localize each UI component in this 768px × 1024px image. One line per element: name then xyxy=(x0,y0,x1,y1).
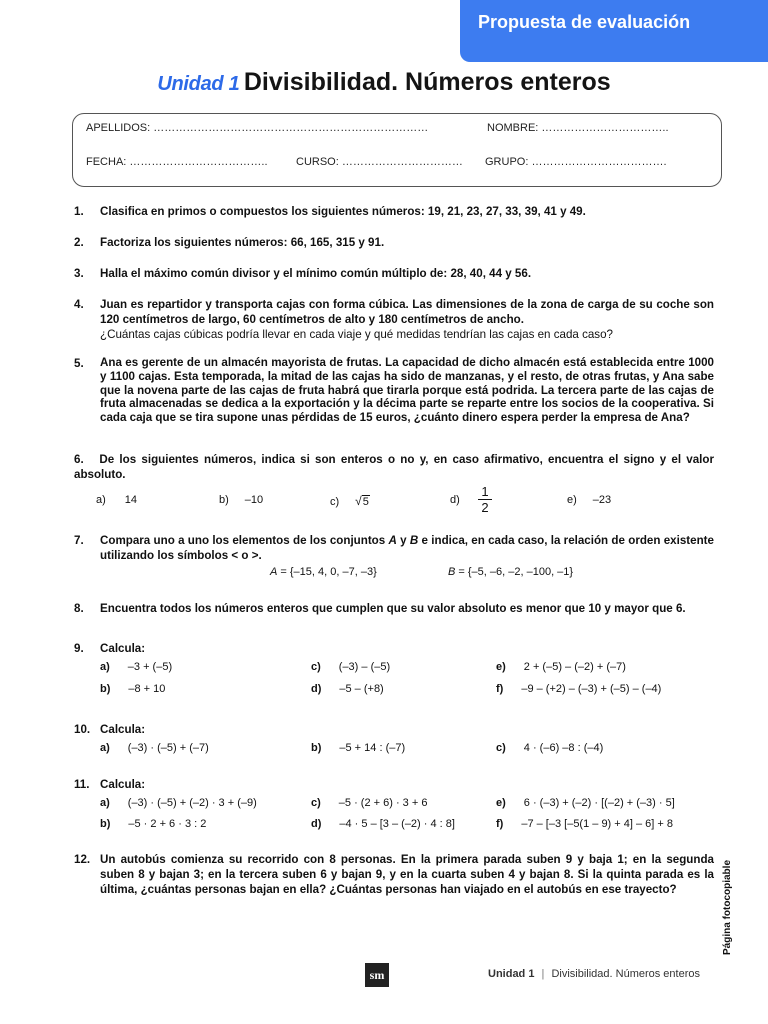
apellidos-field[interactable]: APELLIDOS: ………………………………………………………………… xyxy=(86,122,429,134)
item-label: b) xyxy=(100,683,111,695)
question-number: 11. xyxy=(74,778,90,791)
option-b xyxy=(219,494,263,506)
set-b-values: = {–5, –6, –2, –100, –1} xyxy=(458,566,574,578)
option-label: d) xyxy=(450,494,460,506)
item-label: e) xyxy=(496,661,506,673)
option-label: b) xyxy=(219,494,229,506)
question-7-part: Compara uno a uno los elementos de los conjuntos xyxy=(100,534,389,547)
option-value: –10 xyxy=(244,494,264,506)
question-number: 10. xyxy=(74,723,91,736)
unit-label: Unidad 1 xyxy=(157,73,240,95)
question-5-text: Ana es gerente de un almacén mayorista de frutas. La capacidad de dicho almacén está establecida entre 1000 y 1100 cajas. Esta temporada, la mitad de las cajas ha sido de manzanas, y el resto, de otras frutas, y Ana sabe que la novena parte de las cajas de fruta habrá que tirarla porque está podrida. La tercera parte de las cajas de fruta almacenadas se dedica a la exportación y la décima parte se reparte entre los socios de la cooperativa. Si cada caja que se tira supone unas pérdidas de 15 euros, ¿cuánto dinero espera perder la empresa de Ana? xyxy=(100,356,714,425)
item-expression: 4 · (–6) –8 : (–4) xyxy=(523,742,604,754)
question-9-text: Calcula: xyxy=(100,642,146,655)
footer-title: Divisibilidad. Números enteros xyxy=(551,968,700,980)
grupo-field[interactable]: GRUPO: ………………………………. xyxy=(485,156,667,168)
option-value: 14 xyxy=(124,494,138,506)
publisher-logo: sm xyxy=(365,963,389,987)
item-expression: (–3) · (–5) + (–2) · 3 + (–9) xyxy=(127,797,257,809)
option-a xyxy=(96,494,137,506)
item-label: f) xyxy=(496,818,504,830)
item-label: c) xyxy=(311,797,321,809)
fraction-one-half xyxy=(478,484,492,516)
footer-separator: | xyxy=(541,968,545,980)
question-number: 1. xyxy=(74,205,84,218)
item-expression: (–3) – (–5) xyxy=(338,661,391,673)
exercise-item xyxy=(311,683,384,695)
question-4-question: ¿Cuántas cajas cúbicas podría llevar en cada viaje y qué medidas tendrían las cajas en cada caso? xyxy=(100,328,614,341)
item-label: a) xyxy=(100,797,110,809)
question-number: 6. xyxy=(74,453,84,466)
item-label: b) xyxy=(311,742,322,754)
question-number: 12. xyxy=(74,853,91,866)
item-expression: –8 + 10 xyxy=(128,683,166,695)
question-number: 3. xyxy=(74,267,84,280)
exercise-item xyxy=(311,818,455,830)
footer-unit: Unidad 1 xyxy=(488,968,535,980)
question-2-text: Factoriza los siguientes números: 66, 165, 315 y 91. xyxy=(100,236,385,249)
exercise-item xyxy=(311,742,405,754)
curso-field[interactable]: CURSO: …………………………… xyxy=(296,156,463,168)
question-number: 8. xyxy=(74,602,84,615)
item-expression: –5 – (+8) xyxy=(339,683,384,695)
option-c xyxy=(330,494,370,508)
exercise-item xyxy=(100,742,209,754)
option-e xyxy=(567,494,611,506)
question-4-statement: Juan es repartidor y transporta cajas con forma cúbica. Las dimensiones de la zona de carga de su coche son 120 centímetros de largo, 60 centímetros de alto y 180 centímetros de ancho. xyxy=(100,298,714,326)
exercise-item xyxy=(100,818,206,830)
exercise-item xyxy=(496,683,661,695)
item-expression: –4 · 5 – [3 – (–2) · 4 : 8] xyxy=(339,818,455,830)
question-number: 9. xyxy=(74,642,84,655)
item-expression: 6 · (–3) + (–2) · [(–2) + (–3) · 5] xyxy=(523,797,675,809)
set-a-name: A xyxy=(270,566,278,578)
item-label: e) xyxy=(496,797,506,809)
page-footer xyxy=(488,968,700,980)
question-number: 4. xyxy=(74,298,84,311)
exercise-item xyxy=(496,818,673,830)
question-7-part: y xyxy=(396,534,410,547)
exercise-item xyxy=(100,683,165,695)
item-label: f) xyxy=(496,683,504,695)
item-expression: –9 – (+2) – (–3) + (–5) – (–4) xyxy=(521,683,662,695)
question-12-text: Un autobús comienza su recorrido con 8 personas. En la primera parada suben 9 y baja 1; en la segunda suben 8 y bajan 3; en la tercera suben 6 y bajan 9, y en la cuarta suben 4 y bajan 8. Si la quinta parada es la última, ¿cuántas personas bajan en ella? ¿Cuántas personas han viajado en el autobús en ese trayecto? xyxy=(100,853,714,896)
set-b-name: B xyxy=(448,566,456,578)
exercise-item xyxy=(100,797,257,809)
option-value: 5 xyxy=(362,496,369,508)
item-expression: –7 – [–3 [–5(1 – 9) + 4] – 6] + 8 xyxy=(521,818,673,830)
item-label: a) xyxy=(100,661,110,673)
item-expression: –3 + (–5) xyxy=(127,661,173,673)
item-expression: –5 · 2 + 6 · 3 : 2 xyxy=(128,818,207,830)
item-label: a) xyxy=(100,742,110,754)
question-3-text: Halla el máximo común divisor y el mínimo común múltiplo de: 28, 40, 44 y 56. xyxy=(100,267,532,280)
item-label: c) xyxy=(496,742,506,754)
exercise-item xyxy=(496,742,603,754)
item-label: b) xyxy=(100,818,111,830)
question-11-text: Calcula: xyxy=(100,778,146,791)
question-8-text: Encuentra todos los números enteros que cumplen que su valor absoluto es menor que 10 y mayor que 6. xyxy=(100,602,686,615)
exercise-item xyxy=(311,661,390,673)
exercise-item xyxy=(311,797,427,809)
set-b-definition xyxy=(448,566,573,578)
option-label: a) xyxy=(96,494,106,506)
question-6-statement: De los siguientes números, indica si son enteros o no y, en caso afirmativo, encuentra el signo y el valor absoluto. xyxy=(74,453,714,481)
fecha-field[interactable]: FECHA: ……………………………….. xyxy=(86,156,268,168)
exercise-item xyxy=(496,661,626,673)
question-7-part: e indica, en cada caso, la relación de orden existente utilizando los símbolos < o >. xyxy=(100,534,714,562)
option-label: e) xyxy=(567,494,577,506)
question-number: 5. xyxy=(74,357,84,370)
item-expression: (–3) · (–5) + (–7) xyxy=(127,742,209,754)
item-expression: –5 · (2 + 6) · 3 + 6 xyxy=(338,797,428,809)
set-a-name: A xyxy=(388,534,397,547)
question-number: 7. xyxy=(74,534,84,547)
option-d xyxy=(450,494,460,506)
evaluation-banner xyxy=(460,0,768,62)
set-a-definition xyxy=(270,566,377,578)
photocopiable-label: Página fotocopiable xyxy=(722,859,733,955)
option-value: –23 xyxy=(592,494,612,506)
item-expression: –5 + 14 : (–7) xyxy=(339,742,406,754)
sqrt-icon: √ xyxy=(355,494,362,508)
fraction-denominator: 2 xyxy=(481,500,489,515)
page-title xyxy=(0,68,768,97)
title-text: Divisibilidad. Números enteros xyxy=(243,68,611,96)
item-expression: 2 + (–5) – (–2) + (–7) xyxy=(523,661,626,673)
question-1-text: Clasifica en primos o compuestos los siguientes números: 19, 21, 23, 27, 33, 39, 41 y 49. xyxy=(100,205,586,218)
question-4-text xyxy=(100,297,714,342)
question-6-text xyxy=(74,452,714,482)
nombre-field[interactable]: NOMBRE: …………………………….. xyxy=(487,122,669,134)
exercise-item xyxy=(100,661,172,673)
question-7-text xyxy=(100,533,714,563)
item-label: d) xyxy=(311,818,322,830)
set-a-values: = {–15, 4, 0, –7, –3} xyxy=(280,566,377,578)
item-label: d) xyxy=(311,683,322,695)
item-label: c) xyxy=(311,661,321,673)
option-label: c) xyxy=(330,496,340,508)
set-b-name: B xyxy=(409,534,419,547)
exercise-item xyxy=(496,797,675,809)
question-number: 2. xyxy=(74,236,84,249)
fraction-numerator: 1 xyxy=(478,484,492,500)
question-10-text: Calcula: xyxy=(100,723,146,736)
banner-label: Propuesta de evaluación xyxy=(478,12,691,32)
